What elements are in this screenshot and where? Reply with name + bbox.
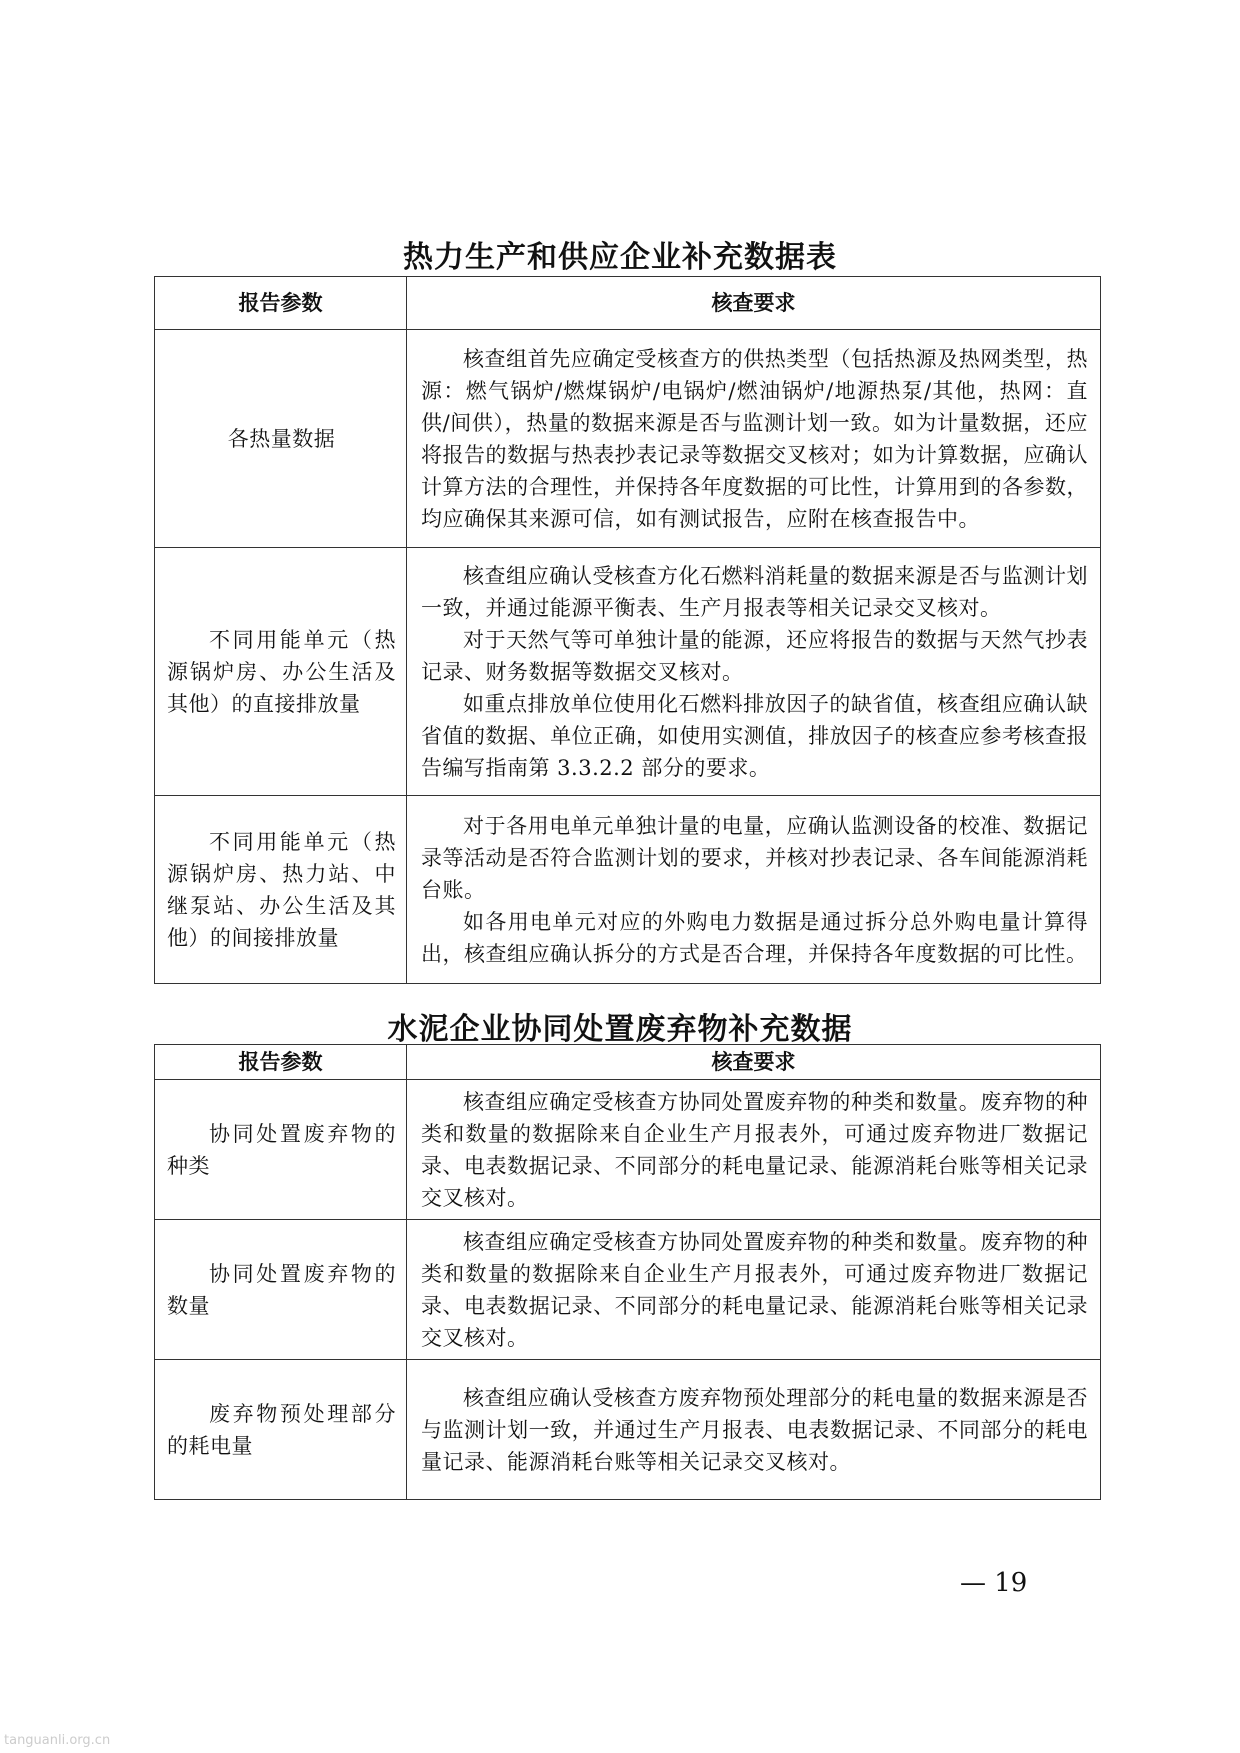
table1-title: 热力生产和供应企业补充数据表	[403, 240, 837, 275]
watermark-text: tanguanli.org.cn	[4, 1733, 111, 1748]
param-text: 废弃物预处理部分的耗电量	[167, 1401, 396, 1458]
req-paragraph: 对于天然气等可单独计量的能源，还应将报告的数据与天然气抄表记录、财务数据等数据交叉核对。	[421, 627, 1088, 684]
req-cell	[407, 796, 1101, 984]
req-cell	[407, 1080, 1101, 1220]
param-cell	[155, 330, 407, 548]
table-header-row	[155, 277, 1101, 330]
param-cell	[155, 1220, 407, 1360]
param-text: 协同处置废弃物的数量	[167, 1261, 396, 1318]
header-report-param: 报告参数	[155, 277, 407, 330]
header-verification-req: 核查要求	[407, 1045, 1101, 1080]
param-cell	[155, 796, 407, 984]
param-text: 各热量数据	[227, 426, 336, 451]
table-row	[155, 330, 1101, 548]
table2-title: 水泥企业协同处置废弃物补充数据	[387, 1012, 853, 1047]
param-text: 不同用能单元（热源锅炉房、热力站、中继泵站、办公生活及其他）的间接排放量	[167, 829, 396, 950]
cement-waste-table	[154, 1044, 1101, 1500]
param-text: 协同处置废弃物的种类	[167, 1121, 396, 1178]
param-text: 不同用能单元（热源锅炉房、办公生活及其他）的直接排放量	[167, 627, 396, 716]
header-report-param: 报告参数	[155, 1045, 407, 1080]
req-paragraph: 如各用电单元对应的外购电力数据是通过拆分总外购电量计算得出，核查组应确认拆分的方式是否合理，并保持各年度数据的可比性。	[421, 909, 1088, 966]
req-cell	[407, 330, 1101, 548]
table-header-row	[155, 1045, 1101, 1080]
req-paragraph: 核查组应确认受核查方废弃物预处理部分的耗电量的数据来源是否与监测计划一致，并通过生产月报表、电表数据记录、不同部分的耗电量记录、能源消耗台账等相关记录交叉核对。	[421, 1385, 1088, 1474]
req-cell	[407, 548, 1101, 796]
req-cell	[407, 1360, 1101, 1500]
table-row	[155, 1360, 1101, 1500]
req-paragraph: 对于各用电单元单独计量的电量，应确认监测设备的校准、数据记录等活动是否符合监测计划的要求，并核对抄表记录、各车间能源消耗台账。	[421, 813, 1088, 902]
param-cell	[155, 548, 407, 796]
req-paragraph: 核查组应确定受核查方协同处置废弃物的种类和数量。废弃物的种类和数量的数据除来自企业生产月报表外，可通过废弃物进厂数据记录、电表数据记录、不同部分的耗电量记录、能源消耗台账等相关记录交叉核对。	[421, 1229, 1088, 1350]
heat-supply-table	[154, 276, 1101, 984]
req-cell	[407, 1220, 1101, 1360]
req-paragraph: 核查组应确认受核查方化石燃料消耗量的数据来源是否与监测计划一致，并通过能源平衡表、生产月报表等相关记录交叉核对。	[421, 563, 1088, 620]
param-cell	[155, 1360, 407, 1500]
param-cell	[155, 1080, 407, 1220]
req-paragraph: 核查组首先应确定受核查方的供热类型（包括热源及热网类型，热源：燃气锅炉/燃煤锅炉/电锅炉/燃油锅炉/地源热泵/其他，热网：直供/间供），热量的数据来源是否与监测计划一致。如为计量数据，还应将报告的数据与热表抄表记录等数据交叉核对；如为计算数据，应确认计算方法的合理性，并保持各年度数据的可比性，计算用到的各参数，均应确保其来源可信，如有测试报告，应附在核查报告中。	[421, 346, 1088, 531]
req-paragraph: 如重点排放单位使用化石燃料排放因子的缺省值，核查组应确认缺省值的数据、单位正确，如使用实测值，排放因子的核查应参考核查报告编写指南第 3.3.2.2 部分的要求。	[421, 691, 1088, 780]
table-row	[155, 548, 1101, 796]
table-row	[155, 1220, 1101, 1360]
table-row	[155, 796, 1101, 984]
table-row	[155, 1080, 1101, 1220]
req-paragraph: 核查组应确定受核查方协同处置废弃物的种类和数量。废弃物的种类和数量的数据除来自企业生产月报表外，可通过废弃物进厂数据记录、电表数据记录、不同部分的耗电量记录、能源消耗台账等相关记录交叉核对。	[421, 1089, 1088, 1210]
header-verification-req: 核查要求	[407, 277, 1101, 330]
page-number: — 19	[960, 1568, 1028, 1598]
